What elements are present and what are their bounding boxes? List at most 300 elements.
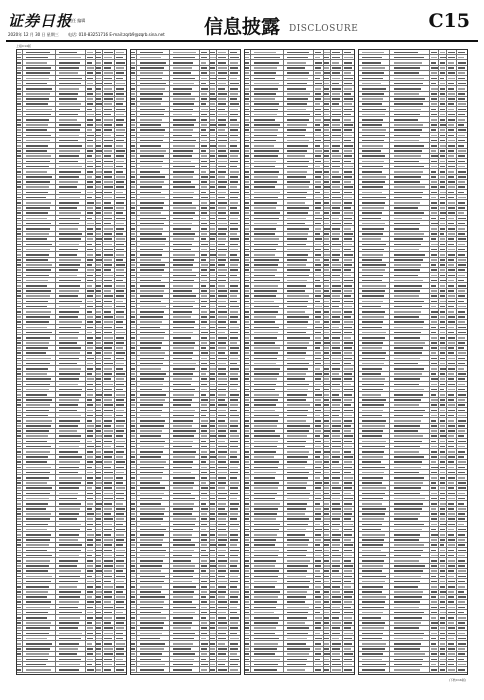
cell-text-mark <box>140 425 164 427</box>
cell-text-mark <box>245 52 249 54</box>
table-cell <box>103 107 115 111</box>
cell-text-mark <box>17 233 21 235</box>
cell-text-mark <box>287 264 306 266</box>
table-cell <box>86 175 96 179</box>
table-cell <box>314 496 324 500</box>
cell-text-mark <box>140 627 163 629</box>
table-cell <box>96 299 104 303</box>
cell-text-mark <box>116 327 123 329</box>
table-cell <box>200 232 210 236</box>
table-cell <box>324 455 332 459</box>
cell-text-mark <box>87 404 94 406</box>
table-cell <box>251 455 284 459</box>
table-cell <box>229 621 240 625</box>
table-cell <box>170 123 199 127</box>
cell-text-mark <box>315 373 322 375</box>
table-cell <box>217 434 229 438</box>
cell-text-mark <box>116 467 124 469</box>
cell-text-mark <box>173 435 194 437</box>
cell-text-mark <box>315 161 321 163</box>
cell-text-mark <box>116 659 123 661</box>
cell-text-mark <box>287 482 307 484</box>
cell-text-mark <box>87 638 93 640</box>
table-cell <box>23 455 56 459</box>
table-cell <box>343 403 354 407</box>
table-cell <box>115 517 126 521</box>
cell-text-mark <box>104 119 112 121</box>
cell-text-mark <box>131 145 135 147</box>
cell-text-mark <box>87 467 93 469</box>
table-cell <box>200 221 210 225</box>
table-cell <box>200 434 210 438</box>
table-cell <box>314 517 324 521</box>
cell-text-mark <box>140 161 163 163</box>
table-cell <box>137 652 170 656</box>
cell-text-mark <box>104 93 113 95</box>
cell-text-mark <box>104 638 112 640</box>
cell-text-mark <box>17 264 20 266</box>
table-cell <box>314 164 324 168</box>
table-cell <box>251 112 284 116</box>
cell-text-mark <box>230 648 237 650</box>
table-cell <box>56 615 85 619</box>
cell-text-mark <box>87 171 93 173</box>
cell-text-mark <box>96 415 101 417</box>
cell-text-mark <box>315 192 321 194</box>
table-cell <box>229 481 240 485</box>
cell-text-mark <box>173 103 194 105</box>
cell-text-mark <box>140 451 163 453</box>
cell-text-mark <box>344 254 353 256</box>
table-cell <box>96 564 104 568</box>
table-cell <box>23 86 56 90</box>
cell-text-mark <box>26 451 50 453</box>
table-cell <box>200 512 210 516</box>
cell-text-mark <box>344 98 353 100</box>
cell-text-mark <box>87 576 93 578</box>
cell-text-mark <box>332 212 339 214</box>
table-cell <box>170 356 199 360</box>
cell-text-mark <box>332 181 340 183</box>
table-cell <box>115 372 126 376</box>
table-cell <box>96 507 104 511</box>
cell-text-mark <box>131 596 134 598</box>
cell-text-mark <box>26 347 48 349</box>
table-cell <box>343 164 354 168</box>
cell-text-mark <box>201 539 207 541</box>
cell-text-mark <box>324 425 328 427</box>
cell-text-mark <box>59 301 81 303</box>
cell-text-mark <box>87 306 93 308</box>
table-cell <box>343 273 354 277</box>
table-cell <box>56 206 85 210</box>
table-cell <box>56 226 85 230</box>
cell-text-mark <box>17 150 21 152</box>
table-cell <box>251 81 284 85</box>
cell-text-mark <box>218 643 225 645</box>
table-cell <box>217 112 229 116</box>
table-cell <box>86 190 96 194</box>
table-cell <box>324 330 332 334</box>
cell-text-mark <box>332 301 339 303</box>
table-cell <box>137 615 170 619</box>
table-cell <box>103 522 115 526</box>
cell-text-mark <box>210 290 215 292</box>
table-cell <box>96 159 104 163</box>
cell-text-mark <box>59 576 80 578</box>
cell-text-mark <box>218 664 225 666</box>
cell-text-mark <box>26 410 49 412</box>
table-cell <box>324 315 332 319</box>
table-cell <box>210 496 218 500</box>
cell-text-mark <box>17 249 20 251</box>
table-cell <box>170 605 199 609</box>
cell-text-mark <box>287 114 310 116</box>
table-cell <box>229 543 240 547</box>
table-cell <box>170 372 199 376</box>
table-cell <box>137 460 170 464</box>
table-cell <box>137 548 170 552</box>
cell-text-mark <box>254 78 274 80</box>
cell-text-mark <box>218 166 226 168</box>
table-cell <box>314 444 324 448</box>
cell-text-mark <box>254 233 274 235</box>
cell-text-mark <box>140 435 161 437</box>
table-cell <box>86 138 96 142</box>
cell-text-mark <box>104 295 112 297</box>
table-cell <box>115 475 126 479</box>
cell-text-mark <box>218 638 225 640</box>
cell-text-mark <box>201 98 207 100</box>
table-cell <box>96 117 104 121</box>
table-cell <box>103 538 115 542</box>
table-cell <box>115 543 126 547</box>
cell-text-mark <box>201 560 208 562</box>
cell-text-mark <box>210 321 215 323</box>
cell-text-mark <box>116 150 125 152</box>
table-cell <box>217 195 229 199</box>
table-cell <box>217 92 229 96</box>
table-cell <box>170 512 199 516</box>
table-cell <box>331 252 343 256</box>
table-cell <box>324 309 332 313</box>
table-cell <box>324 418 332 422</box>
table-cell <box>23 558 56 562</box>
cell-text-mark <box>315 378 322 380</box>
cell-text-mark <box>324 384 330 386</box>
cell-text-mark <box>17 477 21 479</box>
cell-text-mark <box>210 176 215 178</box>
table-cell <box>229 76 240 80</box>
cell-text-mark <box>201 358 208 360</box>
cell-text-mark <box>87 233 93 235</box>
cell-text-mark <box>210 622 215 624</box>
cell-text-mark <box>96 192 101 194</box>
cell-text-mark <box>344 155 351 157</box>
cell-text-mark <box>254 269 277 271</box>
table-cell <box>229 439 240 443</box>
table-cell <box>23 71 56 75</box>
cell-text-mark <box>315 181 321 183</box>
table-cell <box>137 66 170 70</box>
table-cell <box>229 330 240 334</box>
table-cell <box>324 133 332 137</box>
cell-text-mark <box>140 228 163 230</box>
cell-text-mark <box>104 78 112 80</box>
table-cell <box>23 92 56 96</box>
cell-text-mark <box>87 648 94 650</box>
cell-text-mark <box>287 378 305 380</box>
table-cell <box>210 50 218 54</box>
table-cell <box>96 574 104 578</box>
cell-text-mark <box>131 622 134 624</box>
cell-text-mark <box>287 186 308 188</box>
table-cell <box>115 149 126 153</box>
table-cell <box>229 460 240 464</box>
table-cell <box>314 304 324 308</box>
cell-text-mark <box>17 410 21 412</box>
cell-text-mark <box>218 223 227 225</box>
cell-text-mark <box>344 166 353 168</box>
cell-text-mark <box>104 155 111 157</box>
table-cell <box>284 86 313 90</box>
table-cell <box>314 486 324 490</box>
cell-text-mark <box>315 301 321 303</box>
cell-text-mark <box>104 275 112 277</box>
table-cell <box>251 418 284 422</box>
cell-text-mark <box>324 446 329 448</box>
cell-text-mark <box>17 114 20 116</box>
table-cell <box>217 211 229 215</box>
table-cell <box>324 361 332 365</box>
cell-text-mark <box>218 581 226 583</box>
cell-text-mark <box>315 306 322 308</box>
table-cell <box>343 97 354 101</box>
table-cell <box>229 185 240 189</box>
cell-text-mark <box>140 306 166 308</box>
cell-text-mark <box>230 596 238 598</box>
table-cell <box>103 320 115 324</box>
cell-text-mark <box>173 363 196 365</box>
cell-text-mark <box>104 135 111 137</box>
cell-text-mark <box>131 171 134 173</box>
cell-text-mark <box>254 57 280 59</box>
cell-text-mark <box>173 633 195 635</box>
cell-text-mark <box>17 446 20 448</box>
table-cell <box>23 481 56 485</box>
cell-text-mark <box>116 98 123 100</box>
cell-text-mark <box>59 441 80 443</box>
cell-text-mark <box>104 197 111 199</box>
table-cell <box>103 237 115 241</box>
cell-text-mark <box>315 420 322 422</box>
cell-text-mark <box>104 124 112 126</box>
cell-text-mark <box>116 83 125 85</box>
cell-text-mark <box>87 659 93 661</box>
cell-text-mark <box>344 295 351 297</box>
table-cell <box>314 398 324 402</box>
table-cell <box>251 496 284 500</box>
table-cell <box>210 392 218 396</box>
table-cell <box>137 647 170 651</box>
table-cell <box>170 200 199 204</box>
cell-text-mark <box>230 332 238 334</box>
table-cell <box>56 133 85 137</box>
table-cell <box>96 372 104 376</box>
table-cell <box>137 434 170 438</box>
cell-text-mark <box>96 472 101 474</box>
cell-text-mark <box>254 404 276 406</box>
table-cell <box>343 226 354 230</box>
cell-text-mark <box>218 544 226 546</box>
table-cell <box>103 486 115 490</box>
cell-text-mark <box>87 591 93 593</box>
table-cell <box>170 320 199 324</box>
table-cell <box>217 403 229 407</box>
table-cell <box>229 107 240 111</box>
table-cell <box>23 206 56 210</box>
table-cell <box>251 273 284 277</box>
table-cell <box>103 382 115 386</box>
table-cell <box>200 252 210 256</box>
cell-text-mark <box>218 420 225 422</box>
table-cell <box>200 60 210 64</box>
cell-text-mark <box>218 295 226 297</box>
table-cell <box>251 346 284 350</box>
cell-text-mark <box>104 264 111 266</box>
table-cell <box>331 92 343 96</box>
table-cell <box>217 579 229 583</box>
table-cell <box>170 579 199 583</box>
table-cell <box>229 283 240 287</box>
cell-text-mark <box>96 560 101 562</box>
cell-text-mark <box>245 103 248 105</box>
cell-text-mark <box>17 140 20 142</box>
table-cell <box>103 398 115 402</box>
cell-text-mark <box>254 238 279 240</box>
cell-text-mark <box>332 508 341 510</box>
cell-text-mark <box>87 280 93 282</box>
cell-text-mark <box>230 109 238 111</box>
cell-text-mark <box>344 171 352 173</box>
cell-text-mark <box>324 295 329 297</box>
table-cell <box>137 283 170 287</box>
table-cell <box>86 263 96 267</box>
table-cell <box>56 449 85 453</box>
cell-text-mark <box>96 306 101 308</box>
table-cell <box>210 273 218 277</box>
cell-text-mark <box>131 477 135 479</box>
table-cell <box>96 66 104 70</box>
table-cell <box>115 200 126 204</box>
cell-text-mark <box>26 202 51 204</box>
cell-text-mark <box>332 249 340 251</box>
cell-text-mark <box>116 622 124 624</box>
table-cell <box>137 320 170 324</box>
table-cell <box>86 341 96 345</box>
cell-text-mark <box>131 233 135 235</box>
table-cell <box>56 149 85 153</box>
cell-text-mark <box>116 508 124 510</box>
table-cell <box>251 76 284 80</box>
cell-text-mark <box>104 524 112 526</box>
cell-text-mark <box>173 451 196 453</box>
table-cell <box>23 211 56 215</box>
cell-text-mark <box>140 404 163 406</box>
table-cell <box>23 403 56 407</box>
cell-text-mark <box>218 321 226 323</box>
cell-text-mark <box>140 363 162 365</box>
cell-text-mark <box>287 467 305 469</box>
cell-text-mark <box>245 394 248 396</box>
cell-text-mark <box>104 664 111 666</box>
table-cell <box>103 491 115 495</box>
cell-text-mark <box>230 529 238 531</box>
cell-text-mark <box>140 524 161 526</box>
cell-text-mark <box>116 435 123 437</box>
cell-text-mark <box>26 161 50 163</box>
table-cell <box>86 553 96 557</box>
table-cell <box>251 55 284 59</box>
cell-text-mark <box>218 218 225 220</box>
table-cell <box>217 496 229 500</box>
table-cell <box>56 429 85 433</box>
table-cell <box>115 180 126 184</box>
table-cell <box>331 50 343 54</box>
cell-text-mark <box>26 622 51 624</box>
cell-text-mark <box>230 461 238 463</box>
cell-text-mark <box>59 394 80 396</box>
table-cell <box>200 548 210 552</box>
cell-text-mark <box>17 321 21 323</box>
table-cell <box>324 86 332 90</box>
cell-text-mark <box>59 534 79 536</box>
cell-text-mark <box>104 653 112 655</box>
table-cell <box>56 107 85 111</box>
cell-text-mark <box>332 57 339 59</box>
table-cell <box>23 258 56 262</box>
cell-text-mark <box>26 498 49 500</box>
cell-text-mark <box>324 306 329 308</box>
cell-text-mark <box>324 254 329 256</box>
table-cell <box>324 434 332 438</box>
table-cell <box>314 320 324 324</box>
cell-text-mark <box>287 306 307 308</box>
table-cell <box>217 501 229 505</box>
table-cell <box>96 341 104 345</box>
cell-text-mark <box>131 186 135 188</box>
cell-text-mark <box>59 659 81 661</box>
cell-text-mark <box>26 342 49 344</box>
cell-text-mark <box>201 321 207 323</box>
cell-text-mark <box>254 513 277 515</box>
cell-text-mark <box>173 638 194 640</box>
cell-text-mark <box>17 327 21 329</box>
table-cell <box>23 392 56 396</box>
table-cell <box>115 636 126 640</box>
cell-text-mark <box>324 498 329 500</box>
table-cell <box>217 418 229 422</box>
cell-text-mark <box>96 441 101 443</box>
cell-text-mark <box>17 166 21 168</box>
cell-text-mark <box>17 420 20 422</box>
cell-text-mark <box>210 109 215 111</box>
table-cell <box>23 123 56 127</box>
cell-text-mark <box>315 394 322 396</box>
cell-text-mark <box>59 114 78 116</box>
table-cell <box>23 569 56 573</box>
cell-text-mark <box>332 207 340 209</box>
